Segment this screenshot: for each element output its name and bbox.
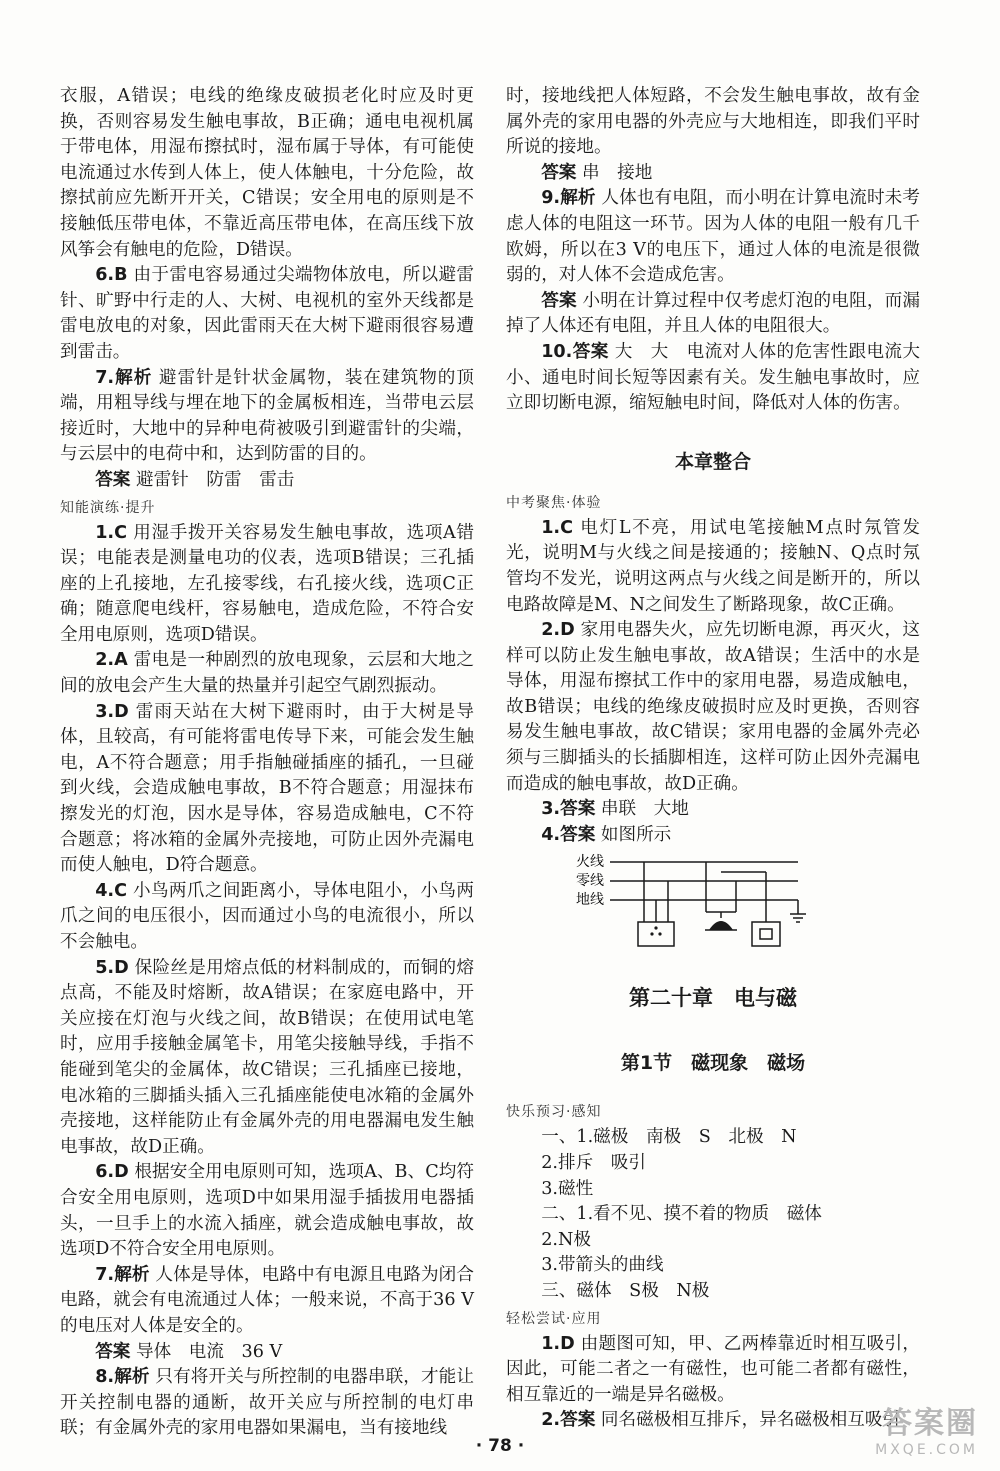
- paragraph: [60, 1263, 474, 1340]
- paragraph: [60, 366, 474, 468]
- paragraph-text: 由题图可知，甲、乙两棒靠近时相互吸引，因此，可能二者之一有磁性，也可能二者都有磁性，相互靠近的一端是异名磁极。: [506, 1333, 920, 1405]
- answer-label: 7.解析: [95, 367, 153, 388]
- paragraph: [60, 1365, 474, 1442]
- answer-label: 2.D: [541, 620, 575, 641]
- paragraph: [60, 1340, 474, 1366]
- label-ground-line: 地线: [576, 892, 604, 909]
- paragraph: [506, 1332, 920, 1409]
- paragraph: [60, 84, 474, 263]
- answer-label: 4.答案: [541, 824, 596, 845]
- paragraph-text: 雷雨天站在大树下避雨时，由于大树是导体，且较高，有可能将雷电传导下来，可能会发生触电，A不符合题意；用手指触碰插座的插孔，一旦碰到火线，会造成触电事故，B不符合题意；用湿抹布擦发光的灯泡，因水是导体，容易造成触电，C不符合题意；将冰箱的金属外壳接地，可防止因外壳漏电而使人触电，D符合题意。: [60, 701, 474, 876]
- answer-label: 7.解析: [95, 1264, 150, 1285]
- answer-label: 答案: [95, 469, 131, 490]
- page-number: · 78 ·: [475, 1436, 525, 1456]
- paragraph-text: 衣服，A错误；电线的绝缘皮破损老化时应及时更换，否则容易发生触电事故，B正确；通电电视机属于带电体，用湿布擦拭时，湿布属于导体，有可能使电流通过水传到人体上，使人体触电，十分危险，故擦拭前应先断开开关，C错误；安全用电的原则是不接触低压带电体，不靠近高压带电体，在高压线下放风筝会有触电的危险，D错误。: [60, 86, 474, 260]
- answer-label: 3.D: [95, 701, 129, 722]
- answer-label: 答案: [541, 290, 577, 311]
- answer-label: 1.C: [541, 517, 574, 538]
- paragraph: [60, 648, 474, 699]
- section-label: 中考聚焦·体验: [506, 494, 602, 511]
- paragraph-text: 家用电器失火，应先切断电源，再灭火，这样可以防止发生触电事故，故A错误；生活中的水是导体，用湿布擦拭工作中的家用电器，易造成触电，故B错误；电线的绝缘皮破损时应及时更换，否则容易发生触电事故，故C错误；家用电器的金属外壳必须与三脚插头的长插脚相连，这样可防止因外壳漏电而造成的触电事故，故D正确。: [506, 620, 920, 794]
- paragraph: [506, 84, 920, 161]
- paragraph-text: 三、磁体 S极 N极: [541, 1281, 710, 1301]
- left-column: [60, 84, 474, 1442]
- paragraph: [60, 956, 474, 1161]
- circuit-diagram: [576, 852, 816, 948]
- section-label: 轻松尝试·应用: [506, 1310, 602, 1327]
- right-column: [506, 84, 920, 1434]
- paragraph-text: 串联 大地: [595, 799, 689, 820]
- paragraph: [506, 1253, 920, 1279]
- heading: 第1节 磁现象 磁场: [620, 1052, 806, 1075]
- paragraph-text: 电灯L不亮，用试电笔接触M点时氖管发光，说明M与火线之间是接通的；接触N、Q点时氖管均不发光，说明这两点与火线之间是断开的，所以电路故障是M、N之间发生了断路现象，故C正确。: [506, 517, 920, 615]
- paragraph-text: 小明在计算过程中仅考虑灯泡的电阻，而漏掉了人体还有电阻，并且人体的电阻很大。: [506, 290, 920, 337]
- section-label: 知能演练·提升: [60, 499, 156, 516]
- answer-label: 5.D: [95, 957, 129, 978]
- paragraph-text: 小鸟两爪之间距离小，导体电阻小，小鸟两爪之间的电压很小，因而通过小鸟的电流很小，所以不会触电。: [60, 880, 474, 952]
- paragraph-text: 2.排斥 吸引: [541, 1153, 646, 1174]
- paragraph-text: 二、1.看不见、摸不着的物质 磁体: [541, 1204, 822, 1225]
- label-neutral-line: 零线: [576, 873, 604, 890]
- paragraph-text: 时，接地线把人体短路，不会发生触电事故，故有金属外壳的家用电器的外壳应与大地相连，即我们平时所说的接地。: [506, 86, 920, 158]
- paragraph-text: 一、1.磁极 南极 S 北极 N: [541, 1127, 797, 1148]
- paragraph: [506, 823, 920, 849]
- paragraph: [506, 289, 920, 340]
- paragraph: [506, 1151, 920, 1177]
- paragraph: [506, 1177, 920, 1203]
- paragraph-text: 避雷针是针状金属物，装在建筑物的顶端，用粗导线与埋在地下的金属板相连，当带电云层接近时，大地中的异种电荷被吸引到避雷针的尖端，与云层中的电荷中和，达到防雷的目的。: [60, 367, 474, 465]
- paragraph-text: 同名磁极相互排斥，异名磁极相互吸引: [595, 1410, 901, 1431]
- answer-label: 1.D: [541, 1333, 575, 1354]
- paragraph-text: 如图所示: [595, 824, 672, 845]
- answer-label: 10.答案: [541, 341, 609, 362]
- paragraph: [506, 1279, 920, 1305]
- heading: 第二十章 电与磁: [629, 986, 797, 1011]
- answer-label: 6.B: [95, 265, 128, 286]
- answer-label: 6.D: [95, 1162, 129, 1183]
- paragraph-text: 串 接地: [576, 162, 653, 183]
- answer-label: 2.答案: [541, 1410, 596, 1431]
- answer-label: 4.C: [95, 880, 128, 901]
- paragraph: [506, 1125, 920, 1151]
- paragraph-text: 由于雷电容易通过尖端物体放电，所以避雷针、旷野中行走的人、大树、电视机的室外天线都是雷电放电的对象，因此雷雨天在大树下避雨很容易遭到雷击。: [60, 265, 474, 362]
- answer-label: 2.A: [95, 650, 128, 671]
- paragraph: [506, 516, 920, 618]
- paragraph: [506, 340, 920, 417]
- answer-label: 1.C: [95, 522, 128, 543]
- paragraph-text: 只有将开关与所控制的电器串联，才能让开关控制电器的通断，故开关应与所控制的电灯串联；有金属外壳的家用电器如果漏电，当有接地线: [60, 1367, 474, 1439]
- paragraph: [506, 161, 920, 187]
- watermark-url: MXQE.COM: [875, 1442, 978, 1458]
- paragraph: [60, 521, 474, 649]
- paragraph-text: 用湿手拨开关容易发生触电事故，选项A错误；电能表是测量电功的仪表，选项B错误；三孔插座的上孔接地，左孔接零线，右孔接火线，选项C正确；随意爬电线杆，容易触电，造成危险，不符合安全用电原则，选项D错误。: [60, 522, 474, 645]
- paragraph: [60, 1160, 474, 1262]
- paragraph-text: 大 大 电流对人体的危害性跟电流大小、通电时间长短等因素有关。发生触电事故时，应立即切断电源，缩短触电时间，降低对人体的伤害。: [506, 341, 920, 414]
- answer-label: 3.答案: [541, 799, 596, 820]
- label-fire-line: 火线: [576, 854, 604, 871]
- paragraph-text: 2.N极: [541, 1229, 591, 1250]
- paragraph: [506, 1202, 920, 1228]
- paragraph-text: 根据安全用电原则可知，选项A、B、C均符合安全用电原则，选项D中如果用湿手插拔用电器插头，一旦手上的水流入插座，就会造成触电事故，故选项D不符合安全用电原则。: [60, 1162, 474, 1260]
- paragraph: [506, 1228, 920, 1254]
- heading: 本章整合: [674, 450, 751, 473]
- paragraph-text: 3.磁性: [541, 1178, 594, 1199]
- paragraph-text: 避雷针 防雷 雷击: [130, 469, 295, 490]
- answer-label: 8.解析: [95, 1367, 150, 1388]
- paragraph-text: 保险丝是用熔点低的材料制成的，而铜的熔点高，不能及时熔断，故A错误；在家庭电路中，开关应接在灯泡与火线之间，故B错误；在使用试电笔时，应用手接触金属笔卡，用笔尖接触导线，手指不能碰到笔尖的金属体，故C错误；三孔插座已接地，电冰箱的三脚插头插入三孔插座能使电冰箱的金属外壳接地，这样能防止有金属外壳的用电器漏电发生触电事故，故D正确。: [60, 957, 474, 1157]
- answer-label: 答案: [541, 162, 577, 183]
- paragraph: [506, 797, 920, 823]
- paragraph-text: 雷电是一种剧烈的放电现象，云层和大地之间的放电会产生大量的热量并引起空气剧烈振动。: [60, 650, 474, 697]
- answer-label: 答案: [95, 1341, 131, 1362]
- watermark-logo: [828, 1398, 978, 1458]
- paragraph: [506, 618, 920, 797]
- paragraph: [60, 468, 474, 494]
- answer-label: 9.解析: [541, 188, 596, 209]
- paragraph: [60, 263, 474, 365]
- paragraph-text: 人体也有电阻，而小明在计算电流时未考虑人体的电阻这一环节。因为人体的电阻一般有几千欧姆，所以在3 V的电压下，通过人体的电流是很微弱的，对人体不会造成危害。: [506, 188, 920, 286]
- paragraph: [60, 879, 474, 956]
- paragraph: [60, 700, 474, 879]
- watermark-text: 答案圈: [882, 1406, 978, 1441]
- section-label: 快乐预习·感知: [506, 1104, 602, 1121]
- paragraph: [506, 186, 920, 288]
- paragraph-text: 导体 电流 36 V: [130, 1341, 283, 1362]
- paragraph-text: 人体是导体，电路中有电源且电路为闭合电路，就会有电流通过人体；一般来说，不高于36 V的电压对人体是安全的。: [60, 1264, 474, 1336]
- paragraph-text: 3.带箭头的曲线: [541, 1255, 664, 1276]
